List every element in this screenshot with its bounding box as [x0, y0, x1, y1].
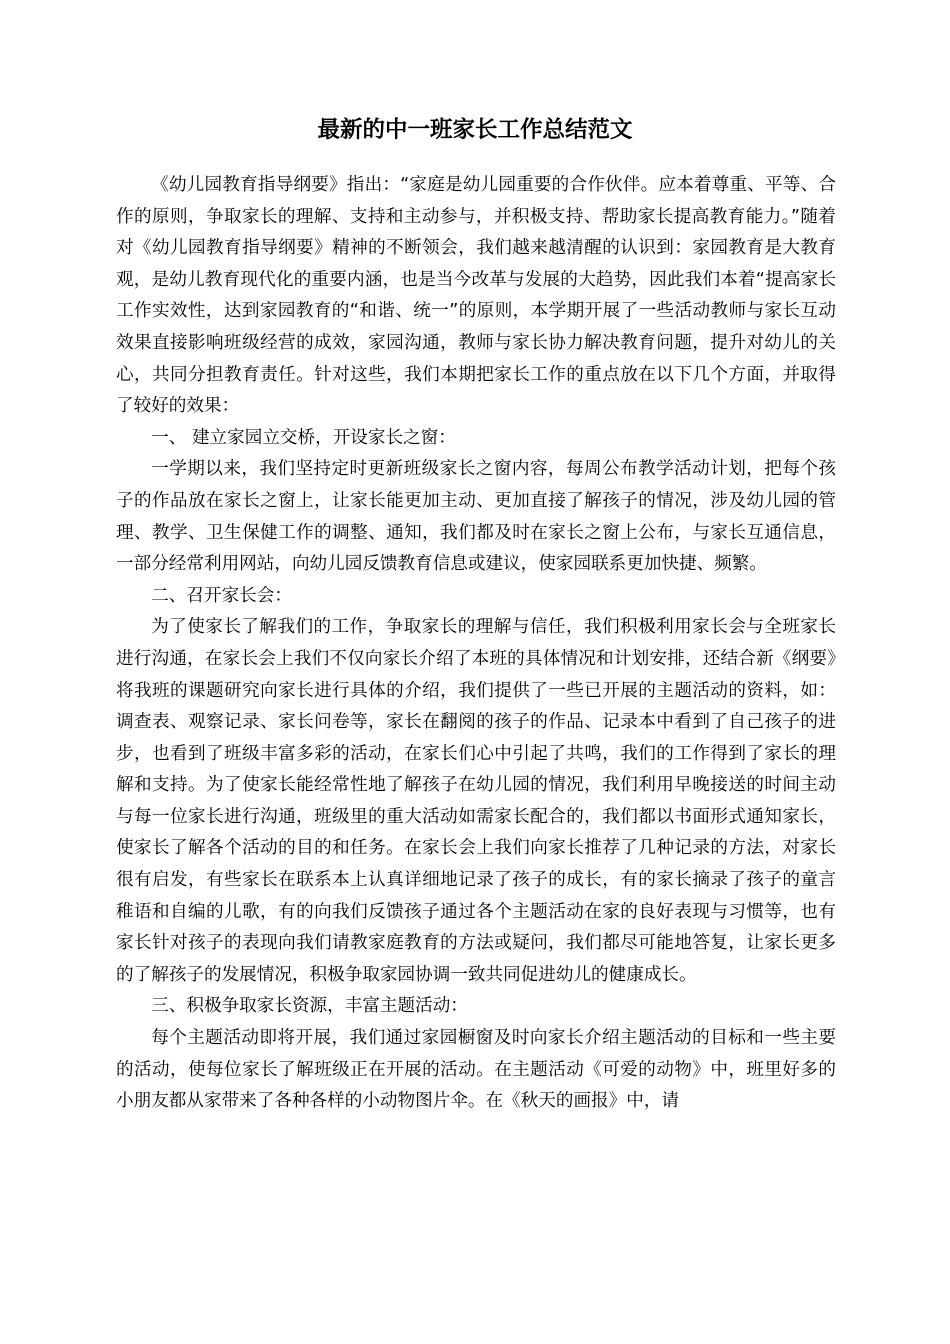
document-body: [116, 170, 836, 1118]
document-title: 最新的中一班家长工作总结范文: [317, 117, 633, 143]
section-heading-1: 一、 建立家园立交桥，开设家长之窗：: [151, 427, 456, 448]
section-heading-3: 三、积极争取家长资源，丰富主题活动：: [151, 996, 468, 1017]
section-1-paragraph: 一学期以来，我们坚持定时更新班级家长之窗内容，每周公布教学活动计划，把每个孩子的作品放在家长之窗上，让家长能更加主动、更加直接了解孩子的情况，涉及幼儿园的管理、教学、卫生保健工作的调整、通知，我们都及时在家长之窗上公布，与家长互通信息，一部分经常利用网站，向幼儿园反馈教育信息或建议，使家园联系更加快捷、频繁。: [116, 459, 836, 575]
section-3-paragraph: 每个主题活动即将开展，我们通过家园橱窗及时向家长介绍主题活动的目标和一些主要的活动，使每位家长了解班级正在开展的活动。在主题活动《可爱的动物》中，班里好多的小朋友都从家带来了各种各样的小动物图片伞。在《秋天的画报》中，请: [116, 1028, 836, 1112]
section-heading-2: 二、召开家长会：: [151, 585, 292, 606]
section-2-paragraph: 为了使家长了解我们的工作，争取家长的理解与信任，我们积极利用家长会与全班家长进行沟通，在家长会上我们不仅向家长介绍了本班的具体情况和计划安排，还结合新《纲要》将我班的课题研究向家长进行具体的介绍，我们提供了一些已开展的主题活动的资料，如：调查表、观察记录、家长问卷等，家长在翻阅的孩子的作品、记录本中看到了自己孩子的进步，也看到了班级丰富多彩的活动，在家长们心中引起了共鸣，我们的工作得到了家长的理解和支持。为了使家长能经常性地了解孩子在幼儿园的情况，我们利用早晚接送的时间主动与每一位家长进行沟通，班级里的重大活动如需家长配合的，我们都以书面形式通知家长，使家长了解各个活动的目的和任务。在家长会上我们向家长推荐了几种记录的方法，对家长很有启发，有些家长在联系本上认真详细地记录了孩子的成长，有的家长摘录了孩子的童言稚语和自编的儿歌，有的向我们反馈孩子通过各个主题活动在家的良好表现与习惯等，也有家长针对孩子的表现向我们请教家庭教育的方法或疑问，我们都尽可能地答复，让家长更多的了解孩子的发展情况，积极争取家园协调一致共同促进幼儿的健康成长。: [116, 617, 836, 985]
intro-paragraph: 《幼儿园教育指导纲要》指出：“家庭是幼儿园重要的合作伙伴。应本着尊重、平等、合作的原则，争取家长的理解、支持和主动参与，并积极支持、帮助家长提高教育能力。”随着对《幼儿园教育指导纲要》精神的不断领会，我们越来越清醒的认识到：家园教育是大教育观，是幼儿教育现代化的重要内涵，也是当今改革与发展的大趋势，因此我们本着“提高家长工作实效性，达到家园教育的“和谐、统一”的原则，本学期开展了一些活动教师与家长互动效果直接影响班级经营的成效，家园沟通，教师与家长协力解决教育问题，提升对幼儿的关心，共同分担教育责任。针对这些，我们本期把家长工作的重点放在以下几个方面，并取得了较好的效果：: [116, 175, 836, 417]
